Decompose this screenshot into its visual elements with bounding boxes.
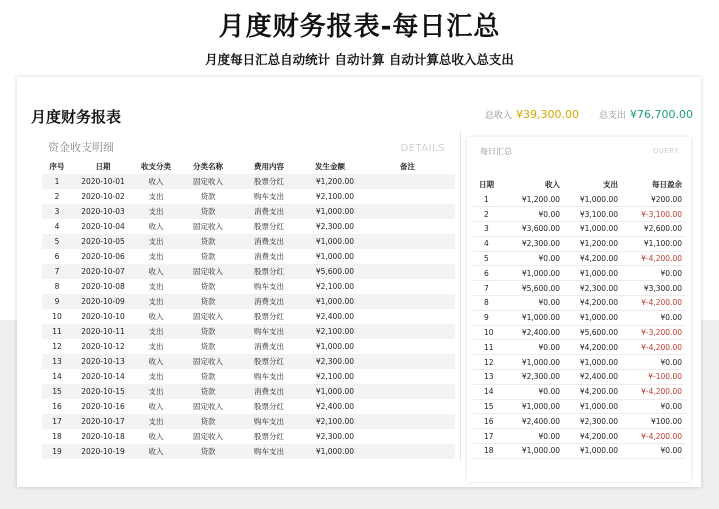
details-panel bbox=[27, 131, 457, 481]
table-cell bbox=[360, 384, 455, 399]
table-cell: 17 bbox=[473, 429, 505, 444]
table-cell: 2020-10-02 bbox=[81, 192, 125, 201]
table-cell: 2020-10-08 bbox=[81, 282, 125, 291]
total-income-value: ¥39,300.00 bbox=[516, 108, 579, 121]
table-cell: 6 bbox=[54, 252, 60, 261]
total-income-label: 总收入 bbox=[485, 111, 513, 121]
table-cell: ¥1,000.00 bbox=[315, 342, 354, 351]
table-cell: 股票分红 bbox=[238, 264, 300, 279]
table-cell: ¥1,000.00 bbox=[300, 294, 360, 309]
table-row bbox=[42, 249, 455, 264]
col-header: 支出 bbox=[603, 179, 618, 189]
details-tag: DETAILS bbox=[400, 143, 445, 154]
table-cell: 收入 bbox=[148, 312, 164, 321]
table-cell: 消费支出 bbox=[254, 342, 284, 351]
table-cell: 消费支出 bbox=[238, 294, 300, 309]
report-title: 月度财务报表 bbox=[31, 108, 122, 126]
table-row bbox=[42, 324, 455, 339]
table-cell bbox=[360, 294, 455, 309]
table-cell: 支出 bbox=[148, 372, 164, 381]
details-heading: 资金收支明细 bbox=[48, 141, 114, 154]
table-cell: 收入 bbox=[134, 264, 178, 279]
table-cell: ¥2,300.00 bbox=[315, 432, 354, 441]
table-cell: 2020-10-15 bbox=[72, 384, 134, 399]
table-row bbox=[473, 340, 685, 355]
table-cell: ¥0.00 bbox=[621, 355, 685, 370]
table-row bbox=[473, 355, 685, 370]
table-cell bbox=[360, 219, 455, 234]
table-cell: 收入 bbox=[134, 354, 178, 369]
table-cell bbox=[360, 249, 455, 264]
table-cell: ¥5,600.00 bbox=[505, 281, 563, 296]
table-cell: 固定收入 bbox=[178, 174, 238, 189]
table-cell: 收入 bbox=[134, 444, 178, 459]
col-header: 日期 bbox=[95, 162, 111, 171]
col-header: 每日盈余 bbox=[652, 179, 682, 189]
table-row bbox=[42, 189, 455, 204]
table-cell: 2020-10-10 bbox=[81, 312, 125, 321]
table-cell: 购车支出 bbox=[238, 324, 300, 339]
table-row bbox=[42, 339, 455, 354]
table-row bbox=[473, 370, 685, 385]
table-cell bbox=[360, 234, 455, 249]
table-cell: 2020-10-07 bbox=[72, 264, 134, 279]
table-cell: ¥0.00 bbox=[505, 296, 563, 311]
table-cell: 10 bbox=[52, 312, 62, 321]
table-row bbox=[473, 310, 685, 325]
table-cell: 支出 bbox=[134, 234, 178, 249]
table-cell: 8 bbox=[54, 282, 60, 291]
table-cell: 2020-10-19 bbox=[72, 444, 134, 459]
table-cell: 2020-10-05 bbox=[72, 234, 134, 249]
table-cell: 14 bbox=[52, 372, 62, 381]
table-cell: 固定收入 bbox=[178, 264, 238, 279]
table-cell bbox=[360, 189, 455, 204]
table-cell: ¥2,100.00 bbox=[315, 372, 354, 381]
table-cell: 2020-10-13 bbox=[72, 354, 134, 369]
table-cell: ¥2,100.00 bbox=[315, 282, 354, 291]
table-cell: 消费支出 bbox=[238, 204, 300, 219]
table-cell: ¥1,000.00 bbox=[315, 252, 354, 261]
table-cell: 17 bbox=[42, 414, 72, 429]
table-cell: ¥4,200.00 bbox=[563, 296, 621, 311]
table-cell: ¥1,000.00 bbox=[300, 384, 360, 399]
table-cell: ¥200.00 bbox=[621, 192, 685, 207]
table-cell: ¥-4,200.00 bbox=[621, 251, 685, 266]
table-row bbox=[42, 444, 455, 459]
table-cell bbox=[360, 339, 455, 354]
table-cell: ¥1,000.00 bbox=[300, 444, 360, 459]
table-cell: 3 bbox=[473, 222, 505, 237]
table-cell: 2020-10-01 bbox=[72, 174, 134, 189]
table-cell: ¥-100.00 bbox=[621, 370, 685, 385]
panel-divider bbox=[460, 131, 461, 461]
table-row bbox=[473, 429, 685, 444]
table-cell: ¥1,200.00 bbox=[505, 192, 563, 207]
table-row bbox=[473, 296, 685, 311]
table-cell: 股票分红 bbox=[254, 222, 284, 231]
table-cell bbox=[360, 369, 455, 384]
table-row bbox=[42, 309, 455, 324]
table-cell: 13 bbox=[473, 370, 505, 385]
table-row bbox=[42, 369, 455, 384]
table-cell: ¥1,000.00 bbox=[563, 310, 621, 325]
details-table bbox=[42, 159, 455, 459]
table-cell: ¥4,200.00 bbox=[563, 429, 621, 444]
table-cell: ¥2,300.00 bbox=[505, 236, 563, 251]
table-cell: ¥0.00 bbox=[505, 429, 563, 444]
table-cell bbox=[360, 414, 455, 429]
table-cell: ¥-4,200.00 bbox=[621, 296, 685, 311]
table-cell: ¥0.00 bbox=[621, 310, 685, 325]
col-header: 收入 bbox=[545, 179, 560, 189]
table-cell: ¥1,000.00 bbox=[505, 266, 563, 281]
table-cell: ¥1,000.00 bbox=[563, 444, 621, 459]
table-cell: ¥-4,200.00 bbox=[621, 384, 685, 399]
table-cell: ¥2,300.00 bbox=[300, 354, 360, 369]
col-header: 分类名称 bbox=[193, 162, 223, 171]
table-cell: ¥0.00 bbox=[505, 207, 563, 222]
table-cell: ¥2,600.00 bbox=[621, 222, 685, 237]
table-cell: 5 bbox=[473, 251, 505, 266]
table-cell: 购车支出 bbox=[254, 192, 284, 201]
total-expense-label: 总支出 bbox=[599, 111, 627, 121]
table-cell: 消费支出 bbox=[238, 384, 300, 399]
table-cell: 15 bbox=[473, 399, 505, 414]
table-cell bbox=[360, 429, 455, 444]
table-cell: 2020-10-04 bbox=[81, 222, 125, 231]
table-cell: 股票分红 bbox=[238, 354, 300, 369]
table-cell: ¥1,100.00 bbox=[621, 236, 685, 251]
table-cell: 支出 bbox=[134, 294, 178, 309]
table-row bbox=[42, 429, 455, 444]
table-cell bbox=[360, 399, 455, 414]
table-cell: ¥4,200.00 bbox=[563, 340, 621, 355]
total-expense-value: ¥76,700.00 bbox=[630, 108, 693, 121]
table-cell: ¥1,000.00 bbox=[563, 192, 621, 207]
table-cell: ¥2,400.00 bbox=[505, 325, 563, 340]
table-row bbox=[473, 414, 685, 429]
table-cell: ¥5,600.00 bbox=[563, 325, 621, 340]
table-cell: 购车支出 bbox=[254, 282, 284, 291]
table-cell: 股票分红 bbox=[254, 432, 284, 441]
table-cell: 4 bbox=[473, 236, 505, 251]
table-row bbox=[42, 414, 455, 429]
table-cell: ¥1,000.00 bbox=[300, 234, 360, 249]
table-cell: 8 bbox=[473, 296, 505, 311]
daily-tag: QUERY bbox=[652, 147, 679, 155]
table-cell: ¥1,000.00 bbox=[505, 444, 563, 459]
col-header: 费用内容 bbox=[254, 162, 284, 171]
table-cell: 支出 bbox=[148, 282, 164, 291]
table-cell: 购车支出 bbox=[238, 444, 300, 459]
col-header: 备注 bbox=[400, 162, 415, 171]
table-cell: ¥100.00 bbox=[621, 414, 685, 429]
table-cell: ¥2,300.00 bbox=[315, 222, 354, 231]
table-cell: 支出 bbox=[148, 192, 164, 201]
table-row bbox=[473, 399, 685, 414]
table-cell: ¥-3,100.00 bbox=[621, 207, 685, 222]
table-cell: 2020-10-18 bbox=[81, 432, 125, 441]
table-row bbox=[473, 266, 685, 281]
table-cell: 9 bbox=[473, 310, 505, 325]
table-row bbox=[42, 354, 455, 369]
report-card bbox=[17, 77, 701, 487]
table-cell: ¥2,400.00 bbox=[505, 414, 563, 429]
table-cell: ¥0.00 bbox=[505, 251, 563, 266]
table-cell: 贷款 bbox=[178, 384, 238, 399]
daily-body bbox=[473, 192, 685, 458]
table-row bbox=[42, 234, 455, 249]
table-cell: ¥2,300.00 bbox=[563, 281, 621, 296]
table-cell: 支出 bbox=[148, 252, 164, 261]
table-cell: 2020-10-03 bbox=[72, 204, 134, 219]
table-cell: 15 bbox=[42, 384, 72, 399]
table-cell: ¥1,000.00 bbox=[563, 355, 621, 370]
table-cell: 12 bbox=[52, 342, 62, 351]
table-cell: 支出 bbox=[134, 204, 178, 219]
table-cell: 贷款 bbox=[178, 294, 238, 309]
table-cell: 固定收入 bbox=[193, 402, 223, 411]
table-cell: 固定收入 bbox=[178, 354, 238, 369]
table-cell: ¥0.00 bbox=[621, 399, 685, 414]
table-cell: 贷款 bbox=[200, 252, 216, 261]
table-cell: 收入 bbox=[148, 222, 164, 231]
table-cell: 7 bbox=[473, 281, 505, 296]
table-cell bbox=[360, 279, 455, 294]
table-row bbox=[473, 281, 685, 296]
table-cell: ¥2,100.00 bbox=[300, 414, 360, 429]
total-income-stat bbox=[485, 108, 579, 121]
table-cell: 18 bbox=[473, 444, 505, 459]
daily-summary-panel bbox=[467, 137, 691, 482]
table-cell: ¥1,000.00 bbox=[505, 399, 563, 414]
table-cell: 购车支出 bbox=[254, 372, 284, 381]
table-cell: 消费支出 bbox=[254, 252, 284, 261]
table-cell: 支出 bbox=[134, 414, 178, 429]
table-cell: ¥2,400.00 bbox=[315, 312, 354, 321]
col-header: 序号 bbox=[49, 162, 65, 171]
table-row bbox=[42, 294, 455, 309]
table-cell: 支出 bbox=[134, 324, 178, 339]
table-cell: 贷款 bbox=[178, 414, 238, 429]
table-cell: 收入 bbox=[148, 432, 164, 441]
table-cell bbox=[360, 444, 455, 459]
table-cell: 支出 bbox=[134, 384, 178, 399]
table-row bbox=[473, 384, 685, 399]
table-row bbox=[42, 399, 455, 414]
table-cell: 贷款 bbox=[200, 372, 216, 381]
table-cell bbox=[360, 264, 455, 279]
table-cell: ¥1,200.00 bbox=[563, 236, 621, 251]
table-cell: ¥0.00 bbox=[505, 340, 563, 355]
table-cell: 2020-10-06 bbox=[81, 252, 125, 261]
table-cell: ¥2,100.00 bbox=[315, 192, 354, 201]
table-cell: 2 bbox=[473, 207, 505, 222]
table-cell: 9 bbox=[42, 294, 72, 309]
table-cell: ¥2,400.00 bbox=[315, 402, 354, 411]
table-cell: ¥1,000.00 bbox=[300, 204, 360, 219]
table-cell: ¥3,100.00 bbox=[563, 207, 621, 222]
daily-heading: 每日汇总 bbox=[480, 147, 512, 156]
col-header: 收支分类 bbox=[141, 162, 171, 171]
table-row bbox=[473, 251, 685, 266]
details-header-row bbox=[42, 159, 455, 174]
table-cell: 5 bbox=[42, 234, 72, 249]
table-cell: 13 bbox=[42, 354, 72, 369]
table-cell: ¥1,000.00 bbox=[505, 355, 563, 370]
table-row bbox=[473, 236, 685, 251]
table-cell: 股票分红 bbox=[254, 402, 284, 411]
table-cell: 贷款 bbox=[178, 234, 238, 249]
table-cell: ¥0.00 bbox=[621, 266, 685, 281]
table-cell: ¥0.00 bbox=[621, 444, 685, 459]
table-cell: 10 bbox=[473, 325, 505, 340]
table-row bbox=[473, 325, 685, 340]
table-cell: 16 bbox=[52, 402, 62, 411]
table-cell: ¥4,200.00 bbox=[563, 384, 621, 399]
daily-table bbox=[473, 176, 685, 459]
table-cell: 贷款 bbox=[200, 282, 216, 291]
table-cell: 1 bbox=[42, 174, 72, 189]
table-cell: 2020-10-14 bbox=[81, 372, 125, 381]
table-row bbox=[42, 384, 455, 399]
table-cell: 1 bbox=[473, 192, 505, 207]
banner-title: 月度财务报表-每日汇总 bbox=[218, 12, 501, 42]
table-cell: ¥1,000.00 bbox=[505, 310, 563, 325]
table-cell: 固定收入 bbox=[193, 312, 223, 321]
table-row bbox=[473, 222, 685, 237]
table-cell: ¥5,600.00 bbox=[300, 264, 360, 279]
table-cell: 购车支出 bbox=[238, 414, 300, 429]
table-cell: 股票分红 bbox=[238, 174, 300, 189]
table-cell: ¥2,300.00 bbox=[563, 414, 621, 429]
table-cell: ¥3,300.00 bbox=[621, 281, 685, 296]
table-cell: 支出 bbox=[148, 342, 164, 351]
details-body bbox=[42, 174, 455, 459]
table-cell: 贷款 bbox=[178, 324, 238, 339]
table-cell: 收入 bbox=[148, 402, 164, 411]
table-cell: 6 bbox=[473, 266, 505, 281]
table-cell: 2020-10-11 bbox=[72, 324, 134, 339]
table-cell: ¥1,000.00 bbox=[563, 266, 621, 281]
table-cell: 2020-10-17 bbox=[72, 414, 134, 429]
table-cell: 2020-10-12 bbox=[81, 342, 125, 351]
table-cell bbox=[360, 174, 455, 189]
col-header: 日期 bbox=[479, 179, 494, 189]
table-cell: 16 bbox=[473, 414, 505, 429]
table-row bbox=[42, 279, 455, 294]
table-row bbox=[473, 192, 685, 207]
table-cell bbox=[360, 309, 455, 324]
table-row bbox=[473, 444, 685, 459]
table-cell: ¥2,100.00 bbox=[300, 324, 360, 339]
table-cell: 19 bbox=[42, 444, 72, 459]
table-cell: 贷款 bbox=[178, 204, 238, 219]
table-cell: 贷款 bbox=[200, 192, 216, 201]
table-cell: 18 bbox=[52, 432, 62, 441]
table-row bbox=[42, 219, 455, 234]
table-cell: 消费支出 bbox=[238, 234, 300, 249]
table-cell bbox=[360, 354, 455, 369]
table-row bbox=[42, 174, 455, 189]
table-cell: 3 bbox=[42, 204, 72, 219]
table-cell: 固定收入 bbox=[193, 222, 223, 231]
table-cell bbox=[360, 324, 455, 339]
table-cell: ¥-3,200.00 bbox=[621, 325, 685, 340]
table-cell: 股票分红 bbox=[254, 312, 284, 321]
table-cell: ¥1,200.00 bbox=[300, 174, 360, 189]
table-cell: ¥2,400.00 bbox=[563, 370, 621, 385]
table-cell: 固定收入 bbox=[193, 432, 223, 441]
table-cell: 2020-10-16 bbox=[81, 402, 125, 411]
table-cell: ¥-4,200.00 bbox=[621, 429, 685, 444]
table-row bbox=[42, 204, 455, 219]
total-expense-stat bbox=[599, 108, 693, 121]
table-cell: 2 bbox=[54, 192, 60, 201]
table-cell: ¥-4,200.00 bbox=[621, 340, 685, 355]
col-header: 发生金额 bbox=[315, 162, 345, 171]
daily-header-row bbox=[473, 176, 685, 192]
table-cell: 11 bbox=[42, 324, 72, 339]
table-cell: 4 bbox=[54, 222, 60, 231]
table-cell: ¥1,000.00 bbox=[563, 222, 621, 237]
table-cell: 2020-10-09 bbox=[72, 294, 134, 309]
table-cell: 14 bbox=[473, 384, 505, 399]
table-cell: ¥2,300.00 bbox=[505, 370, 563, 385]
table-cell: 贷款 bbox=[200, 342, 216, 351]
table-cell: ¥1,000.00 bbox=[563, 399, 621, 414]
table-cell: 11 bbox=[473, 340, 505, 355]
table-cell: 收入 bbox=[134, 174, 178, 189]
table-cell bbox=[360, 204, 455, 219]
table-cell: 7 bbox=[42, 264, 72, 279]
table-cell: ¥4,200.00 bbox=[563, 251, 621, 266]
table-row bbox=[473, 207, 685, 222]
table-cell: 12 bbox=[473, 355, 505, 370]
table-row bbox=[42, 264, 455, 279]
table-cell: ¥3,600.00 bbox=[505, 222, 563, 237]
table-cell: ¥0.00 bbox=[505, 384, 563, 399]
banner-subtitle: 月度每日汇总自动统计 自动计算 自动计算总收入总支出 bbox=[205, 52, 514, 67]
table-cell: 贷款 bbox=[178, 444, 238, 459]
